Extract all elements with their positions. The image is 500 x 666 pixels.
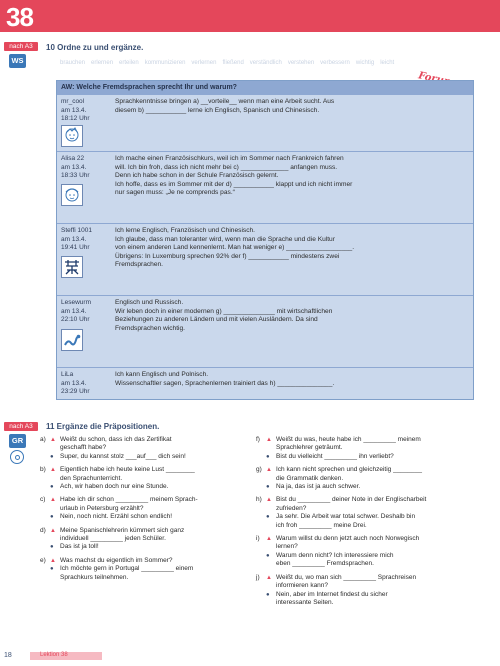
speaker-a-triangle-icon: ▲ bbox=[50, 467, 56, 474]
item-line bbox=[40, 496, 250, 504]
post-line: Ich glaube, dass man toleranter wird, wenn man die Sprache und die Kultur bbox=[115, 235, 335, 243]
post-date: am 13.4. bbox=[61, 163, 87, 171]
exercise-11-left-column bbox=[40, 436, 250, 587]
chapter-header-bar bbox=[0, 0, 500, 32]
exercise-11-right-column bbox=[256, 436, 488, 612]
speaker-a-triangle-icon: ▲ bbox=[266, 536, 272, 543]
level-tag: nach A3 bbox=[4, 422, 38, 431]
post-body bbox=[115, 98, 465, 115]
item-text: urlaub in Petersburg erzählt? bbox=[60, 504, 144, 512]
item-text: Sprachkurs teilnehmen. bbox=[60, 573, 129, 581]
item-text: Ich kann nicht sprechen und gleichzeitig ________ bbox=[276, 466, 422, 474]
item-line bbox=[40, 527, 250, 535]
item-line bbox=[40, 535, 250, 543]
item-text: Weißt du was, heute habe ich _________ meinem bbox=[276, 436, 421, 443]
item-line bbox=[40, 574, 250, 582]
word-bank-item: verbessern bbox=[320, 60, 350, 66]
speaker-b-dot-icon: ● bbox=[50, 566, 54, 573]
item-line bbox=[40, 466, 250, 474]
speaker-b-dot-icon: ● bbox=[266, 453, 270, 460]
item-line bbox=[256, 505, 488, 513]
worm-avatar-icon bbox=[61, 329, 83, 351]
item-line bbox=[256, 599, 488, 607]
post-line: will. Ich bin froh, dass ich nicht mehr bei c) _____________ anfangen muss. bbox=[115, 163, 338, 171]
exercise-item bbox=[256, 496, 488, 530]
worksheet-icon: WS bbox=[9, 54, 26, 68]
exercise-item bbox=[40, 496, 250, 521]
avatar-icon bbox=[61, 125, 83, 147]
post-user: LiLa bbox=[61, 371, 74, 378]
exercise-item bbox=[40, 557, 250, 582]
word-bank-item: verständlich bbox=[249, 60, 282, 66]
item-line bbox=[256, 466, 488, 474]
item-line bbox=[256, 475, 488, 483]
exercise-item bbox=[40, 466, 250, 491]
item-line bbox=[256, 522, 488, 530]
item-letter: h) bbox=[256, 496, 262, 504]
item-text: die Grammatik denken. bbox=[276, 474, 344, 482]
forum-post bbox=[57, 151, 473, 223]
item-line bbox=[40, 453, 250, 461]
speaker-a-triangle-icon: ▲ bbox=[266, 467, 272, 474]
speaker-a-triangle-icon: ▲ bbox=[50, 557, 56, 564]
speaker-b-dot-icon: ● bbox=[266, 514, 270, 521]
item-text: Bist du _________ deiner Note in der Englischarbeit bbox=[276, 496, 427, 504]
post-line: Wir leben doch in einer modernen g) ______________ mit wirtschaftlichen bbox=[115, 307, 333, 315]
forum-post bbox=[57, 295, 473, 367]
item-line bbox=[256, 453, 488, 461]
item-line bbox=[256, 582, 488, 590]
item-line bbox=[40, 505, 250, 513]
post-user: Alisa 22 bbox=[61, 155, 85, 162]
item-letter: g) bbox=[256, 466, 262, 474]
post-body bbox=[115, 371, 465, 388]
speaker-b-dot-icon: ● bbox=[50, 514, 54, 521]
item-line bbox=[256, 483, 488, 491]
item-line bbox=[256, 535, 488, 543]
exercise-item bbox=[40, 527, 250, 552]
post-user: Steffi 1001 bbox=[61, 227, 92, 234]
exercise-10-title: 10 Ordne zu und ergänze. bbox=[46, 43, 144, 52]
speaker-b-dot-icon: ● bbox=[266, 484, 270, 491]
post-line: Ich mache einen Französischkurs, weil ich im Sommer nach Frankreich fahren bbox=[115, 155, 344, 162]
item-text: geschafft habe? bbox=[60, 444, 107, 452]
item-letter: i) bbox=[256, 535, 260, 543]
exercise-item bbox=[40, 436, 250, 461]
word-bank-item: erteilen bbox=[119, 60, 139, 66]
item-text: lernen? bbox=[276, 543, 298, 551]
speaker-b-dot-icon: ● bbox=[266, 591, 270, 598]
post-line: Ich kann Englisch und Polnisch. bbox=[115, 371, 209, 378]
post-line: nur sagen muss: „Je ne comprends pas.“ bbox=[115, 189, 235, 197]
post-line: Ich lerne Englisch, Französisch und Chinesisch. bbox=[115, 227, 256, 234]
item-line bbox=[256, 496, 488, 504]
speaker-a-triangle-icon: ▲ bbox=[50, 497, 56, 504]
item-line bbox=[256, 543, 488, 551]
post-line: Englisch und Russisch. bbox=[115, 299, 184, 306]
item-text: individuell _________ jeden Schüler. bbox=[60, 535, 166, 543]
item-letter: j) bbox=[256, 573, 260, 581]
item-line bbox=[256, 574, 488, 582]
item-text: Nein, aber im Internet findest du sicher bbox=[276, 590, 388, 598]
item-letter: e) bbox=[40, 556, 46, 564]
footer-label: Lektion 38 bbox=[40, 652, 68, 658]
forum-box bbox=[56, 80, 474, 400]
item-text: Warum denn nicht? Ich interessiere mich bbox=[276, 551, 394, 559]
word-bank-item: fließend bbox=[222, 60, 244, 66]
post-line: Fremdsprachen wichtig. bbox=[115, 324, 185, 332]
item-line bbox=[40, 483, 250, 491]
post-date: am 13.4. bbox=[61, 379, 87, 387]
item-line bbox=[40, 513, 250, 521]
post-time: 18:33 Uhr bbox=[61, 172, 90, 179]
exercise-item bbox=[256, 535, 488, 569]
level-tag: nach A3 bbox=[4, 42, 38, 51]
post-line: Fremdsprachen. bbox=[115, 261, 164, 269]
speaker-b-dot-icon: ● bbox=[50, 453, 54, 460]
post-date: am 13.4. bbox=[61, 307, 87, 315]
item-text: Eigentlich habe ich heute keine Lust ________ bbox=[60, 466, 195, 474]
post-body bbox=[115, 155, 465, 198]
audio-cd-icon bbox=[10, 450, 24, 464]
word-bank-item: wichtig bbox=[355, 60, 375, 66]
item-letter: d) bbox=[40, 526, 46, 534]
post-time: 23:29 Uhr bbox=[61, 388, 90, 395]
word-bank-item: leicht bbox=[380, 60, 395, 66]
item-text: zufrieden? bbox=[276, 504, 307, 512]
item-text: Weißt du, wo man sich _________ Sprachreisen bbox=[276, 573, 417, 581]
item-text: Bist du vielleicht _________ ihn verliebt? bbox=[276, 452, 394, 460]
forum-post bbox=[57, 367, 473, 400]
item-line bbox=[40, 475, 250, 483]
item-line bbox=[256, 560, 488, 568]
exercise-item bbox=[256, 574, 488, 608]
post-line: diesem b) ___________ lerne ich Englisch, Spanisch und Chinesisch. bbox=[115, 106, 320, 114]
speaker-a-triangle-icon: ▲ bbox=[50, 527, 56, 534]
forum-post bbox=[57, 94, 473, 151]
post-meta bbox=[61, 98, 107, 124]
forum-post bbox=[57, 223, 473, 295]
item-text: Na ja, das ist ja auch schwer. bbox=[276, 483, 361, 491]
exercise-item bbox=[256, 466, 488, 491]
post-body bbox=[115, 299, 465, 333]
item-text: informieren kann? bbox=[276, 582, 329, 590]
post-line: Beziehungen zu anderen Ländern und mit vielen Ausländern. Da sind bbox=[115, 316, 318, 324]
item-text: Warum willst du denn jetzt auch noch Norwegisch bbox=[276, 535, 420, 543]
post-line: Sprachkenntnisse bringen a) __vorteile__ wenn man eine Arbeit sucht. Aus bbox=[115, 98, 335, 105]
word-bank bbox=[60, 58, 472, 68]
item-letter: a) bbox=[40, 436, 46, 443]
post-date: am 13.4. bbox=[61, 235, 87, 243]
chapter-number: 38 bbox=[6, 2, 33, 32]
item-letter: f) bbox=[256, 436, 260, 443]
item-line bbox=[256, 591, 488, 599]
item-line bbox=[40, 543, 250, 551]
item-text: Ja sehr. Die Arbeit war total schwer. Deshalb bin bbox=[276, 513, 416, 521]
item-text: den Sprachunterricht. bbox=[60, 474, 123, 482]
item-text: Super, du kannst stolz ___auf___ dich sein! bbox=[60, 452, 186, 460]
post-user: Lesewurm bbox=[61, 299, 91, 306]
item-text: Weißt du schon, dass ich das Zertifikat bbox=[60, 436, 172, 443]
post-time: 18:12 Uhr bbox=[61, 115, 90, 122]
item-text: Sprachlehrer geträumt. bbox=[276, 444, 343, 452]
item-line bbox=[256, 513, 488, 521]
exercise-item bbox=[256, 436, 488, 461]
item-line bbox=[256, 552, 488, 560]
post-date: am 13.4. bbox=[61, 106, 87, 114]
post-line: Ich hoffe, dass es im Sommer mit der d) ___________ klappt und ich nicht immer bbox=[115, 180, 353, 188]
item-text: Was machst du eigentlich im Sommer? bbox=[60, 556, 173, 564]
speaker-b-dot-icon: ● bbox=[50, 544, 54, 551]
item-line bbox=[40, 436, 250, 444]
item-text: Ach, wir haben doch nur eine Stunde. bbox=[60, 483, 169, 491]
avatar-icon bbox=[61, 184, 83, 206]
item-line bbox=[40, 565, 250, 573]
item-text: Das ist ja toll! bbox=[60, 543, 99, 551]
item-text: Ich möchte gern in Portugal _________ einem bbox=[60, 565, 194, 573]
post-user: mr_cool bbox=[61, 98, 85, 105]
speaker-a-triangle-icon: ▲ bbox=[266, 574, 272, 581]
item-letter: b) bbox=[40, 466, 46, 474]
item-text: Habe ich dir schon _________ meinem Sprach- bbox=[60, 496, 198, 504]
post-time: 19:41 Uhr bbox=[61, 244, 90, 251]
item-text: Meine Spanischlehrerin kümmert sich ganz bbox=[60, 526, 185, 534]
speaker-b-dot-icon: ● bbox=[50, 484, 54, 491]
exercise-11-title: 11 Ergänze die Präpositionen. bbox=[46, 422, 160, 431]
speaker-a-triangle-icon: ▲ bbox=[266, 497, 272, 504]
post-meta bbox=[61, 155, 107, 181]
kanji-avatar-icon bbox=[61, 256, 83, 278]
grammar-icon: GR bbox=[9, 434, 26, 448]
item-text: Nein, noch nicht. Erzähl schon endlich! bbox=[60, 513, 173, 521]
word-bank-item: brauchen bbox=[60, 60, 86, 66]
item-line bbox=[40, 444, 250, 452]
word-bank-item: erlernen bbox=[91, 60, 114, 66]
item-line bbox=[40, 557, 250, 565]
post-meta bbox=[61, 299, 107, 325]
item-text: eben _________ Fremdsprachen. bbox=[276, 560, 374, 568]
speaker-a-triangle-icon: ▲ bbox=[50, 437, 56, 443]
item-text: interessante Seiten. bbox=[276, 598, 334, 606]
post-line: Denn ich habe schon in der Schule Französisch gelernt. bbox=[115, 172, 279, 180]
post-body bbox=[115, 227, 465, 270]
speaker-a-triangle-icon: ▲ bbox=[266, 437, 272, 443]
post-line: von einem anderen Land kennenlernt. Man hat weniger e) __________________. bbox=[115, 244, 355, 252]
forum-thread-title: AW: Welche Fremdsprachen sprecht Ihr und warum? bbox=[57, 81, 473, 94]
item-line bbox=[256, 436, 488, 444]
speaker-b-dot-icon: ● bbox=[266, 552, 270, 559]
post-meta bbox=[61, 227, 107, 253]
item-text: ich froh _________ meine Drei. bbox=[276, 521, 367, 529]
word-bank-item: verstehen bbox=[287, 60, 315, 66]
post-meta bbox=[61, 371, 107, 397]
item-line bbox=[256, 444, 488, 452]
post-time: 22:10 Uhr bbox=[61, 316, 90, 323]
item-letter: c) bbox=[40, 496, 46, 504]
footer-page-number: 18 bbox=[4, 652, 12, 659]
post-line: Wissenschaftler sagen, Sprachenlernen trainiert das h) _______________. bbox=[115, 379, 335, 387]
word-bank-item: kommunizieren bbox=[144, 60, 186, 66]
post-line: Übrigens: In Luxemburg sprechen 92% der f) ___________ mindestens zwei bbox=[115, 252, 340, 260]
word-bank-item: verlernen bbox=[191, 60, 217, 66]
